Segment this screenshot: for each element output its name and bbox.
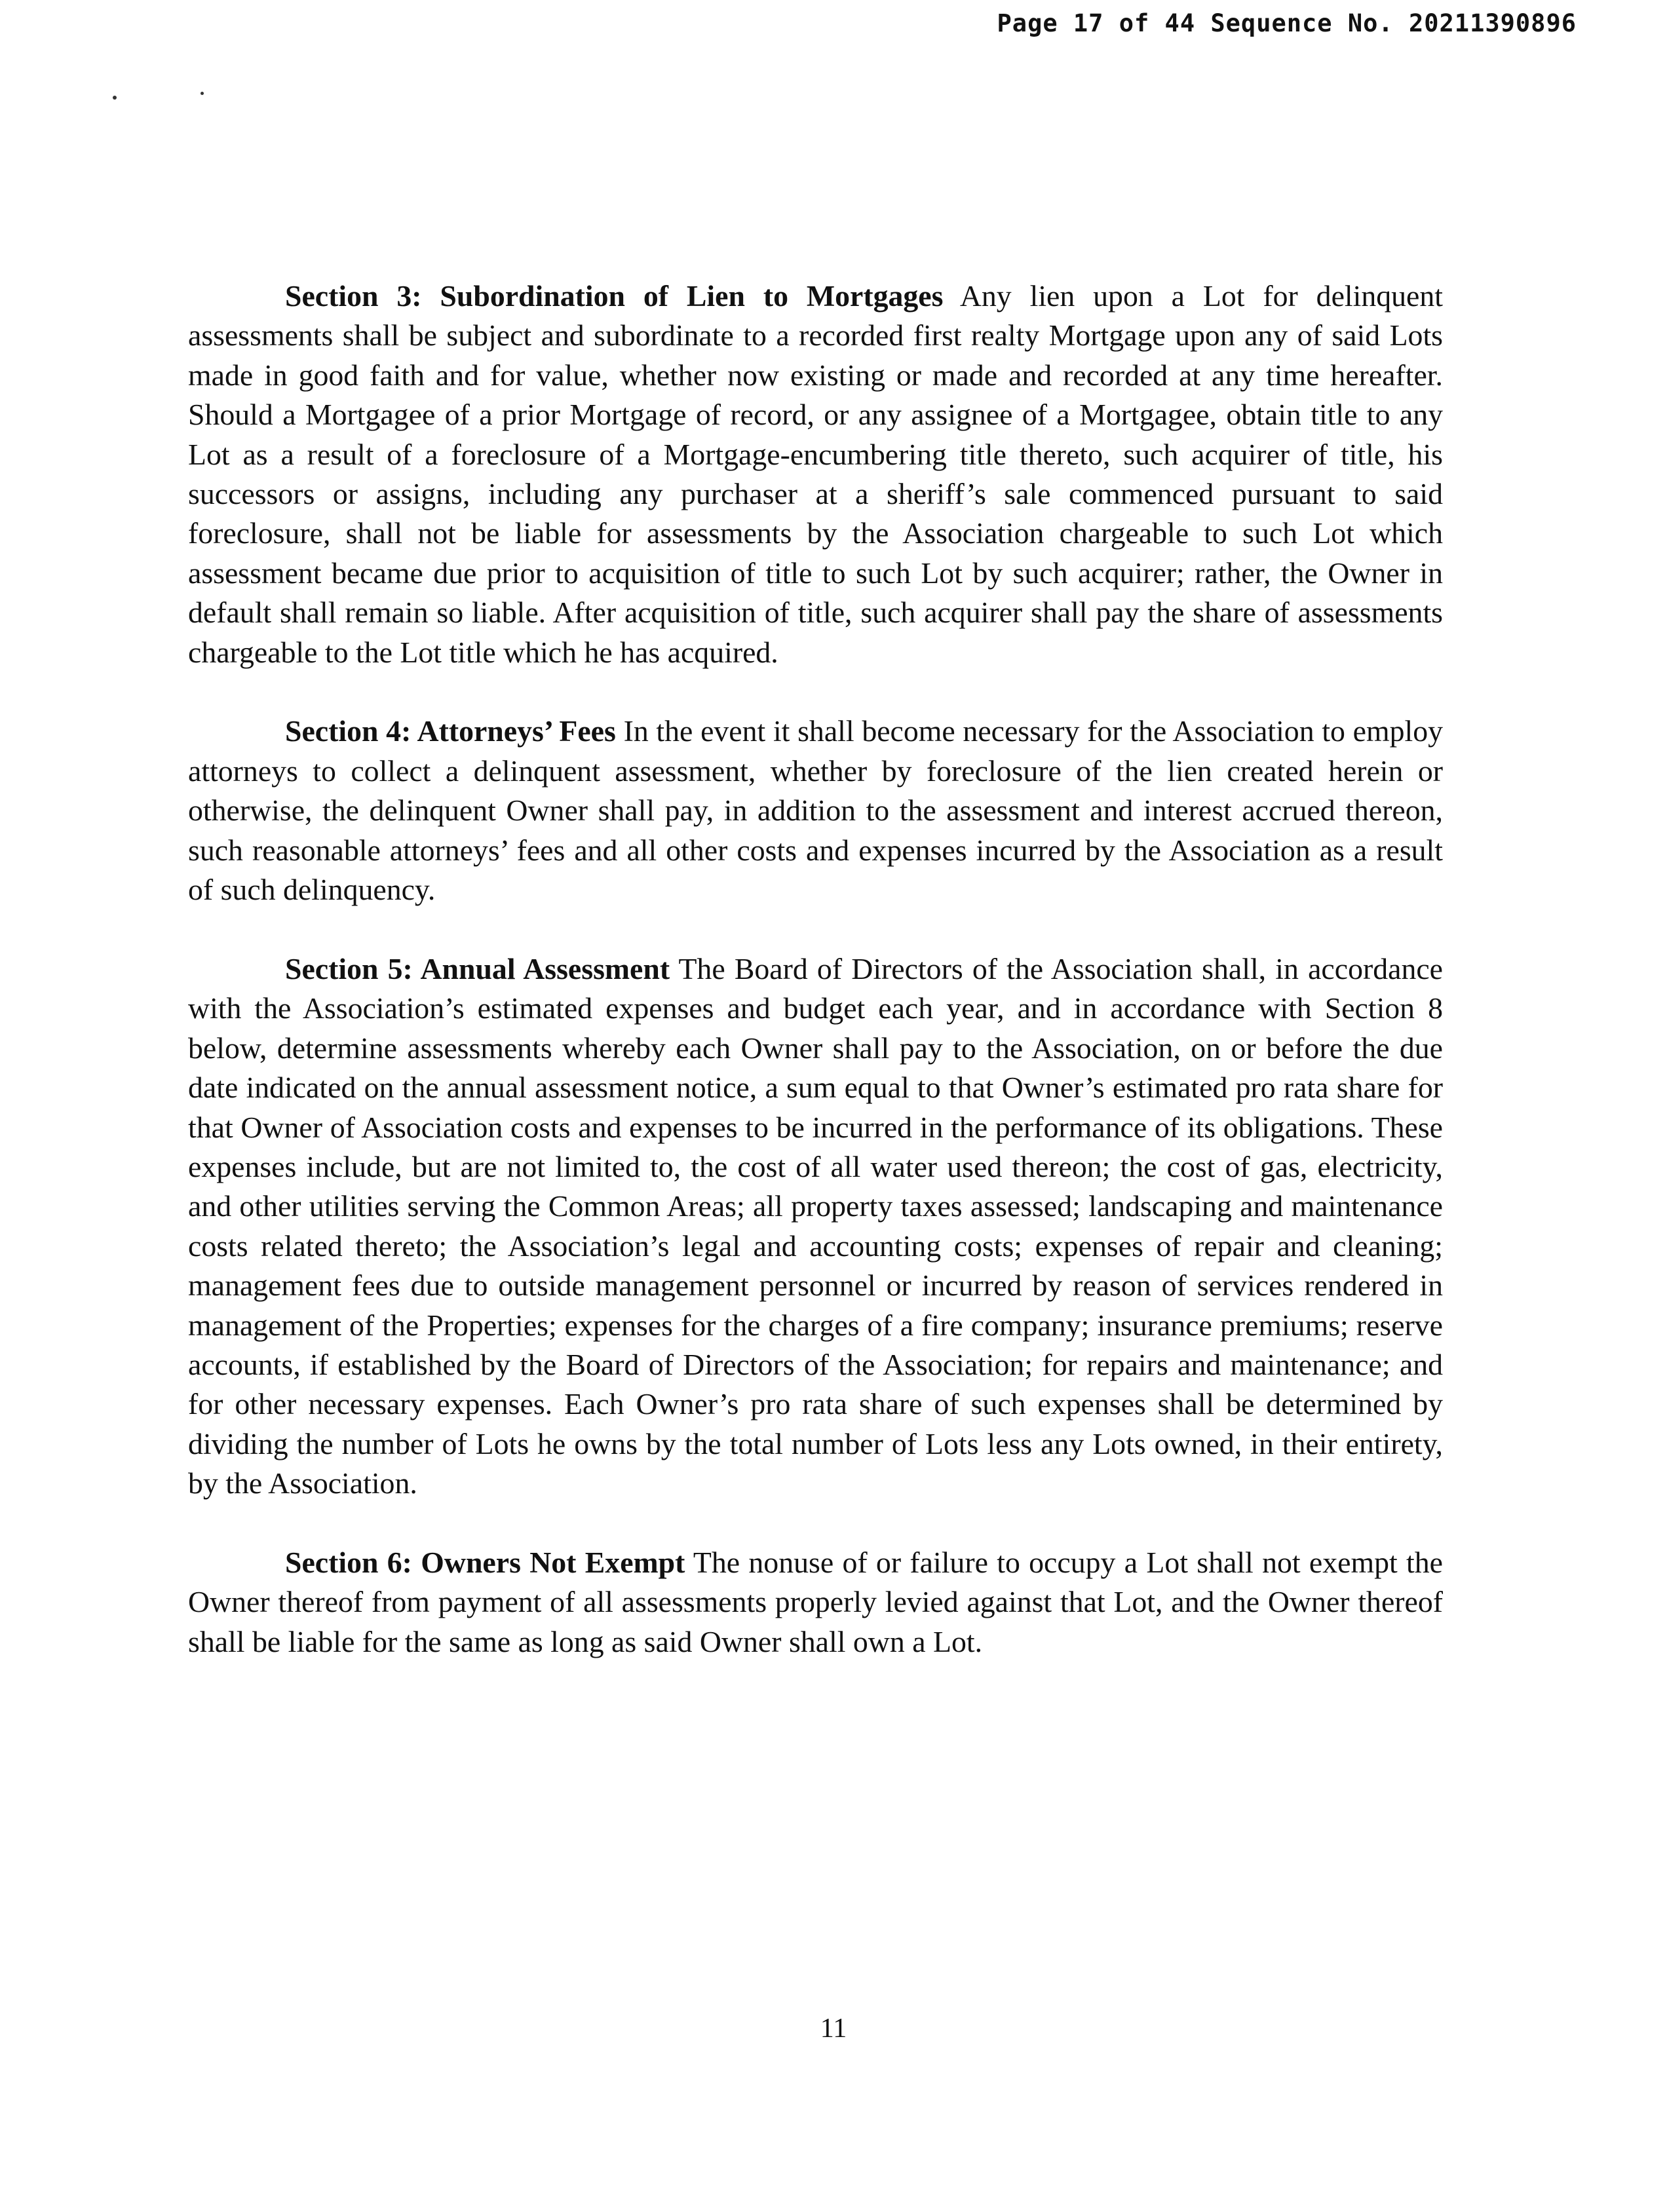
document-body (188, 276, 1443, 1702)
section-heading: Section 4: Attorneys’ Fees (285, 714, 616, 748)
page-sequence-header: Page 17 of 44 Sequence No. 20211390896 (997, 9, 1577, 37)
section-body: The nonuse of or failure to occupy a Lot shall not exempt the Owner thereof from payment of all assessments properly levied against that Lot, and the Owner thereof shall be liable for the same as long as said Owner shall own a Lot. (188, 1545, 1443, 1658)
scan-speck (201, 92, 204, 95)
scan-speck (113, 96, 117, 100)
section-3-subordination (188, 276, 1443, 672)
page-number: 11 (820, 2013, 847, 2044)
section-body: The Board of Directors of the Association shall, in accordance with the Association’s estimated expenses and budget each year, and in accordance with Section 8 below, determine assessments whereby each Owner shall pay to the Association, on or before the due date indicated on the annual assessment notice, a sum equal to that Owner’s estimated pro rata share for that Owner of Association costs and expenses to be incurred in the performance of its obligations. These expenses include, but are not limited to, the cost of all water used thereon; the cost of gas, electricity, and other utilities serving the Common Areas; all property taxes assessed; landscaping and maintenance costs related thereto; the Association’s legal and accounting costs; expenses of repair and cleaning; management fees due to outside management personnel or incurred by reason of services rendered in management of the Properties; expenses for the charges of a fire company; insurance premiums; reserve accounts, if established by the Board of Directors of the Association; for repairs and maintenance; and for other necessary expenses. Each Owner’s pro rata share of such expenses shall be determined by dividing the number of Lots he owns by the total number of Lots less any Lots owned, in their entirety, by the Association. (188, 951, 1444, 1500)
section-body: Any lien upon a Lot for delinquent assessments shall be subject and subordinate to a recorded first realty Mortgage upon any of said Lots made in good faith and for value, whether now existing or made and recorded at any time hereafter. Should a Mortgagee of a prior Mortgage of record, or any assignee of a Mortgagee, obtain title to any Lot as a result of a foreclosure of a Mortgage-encumbering title thereto, such acquirer of title, his successors or assigns, including any purchaser at a sheriff’s sale commenced pursuant to said foreclosure, shall not be liable for assessments by the Association chargeable to such Lot which assessment became due prior to acquisition of title to such Lot by such acquirer; rather, the Owner in default shall remain so liable. After acquisition of title, such acquirer shall pay the share of assessments chargeable to the Lot title which he has acquired. (188, 279, 1443, 669)
section-body: In the event it shall become necessary for the Association to employ attorneys to collect a delinquent assessment, whether by foreclosure of the lien created herein or otherwise, the delinquent Owner shall pay, in addition to the assessment and interest accrued thereon, such reasonable attorneys’ fees and all other costs and expenses incurred by the Association as a result of such delinquency. (188, 714, 1444, 907)
section-6-owners-not-exempt (188, 1543, 1443, 1662)
section-heading: Section 3: Subordination of Lien to Mortgages (285, 279, 944, 313)
section-5-annual-assessment (188, 949, 1443, 1504)
section-heading: Section 5: Annual Assessment (285, 951, 670, 985)
section-heading: Section 6: Owners Not Exempt (285, 1545, 685, 1579)
section-4-attorneys-fees (188, 712, 1443, 909)
